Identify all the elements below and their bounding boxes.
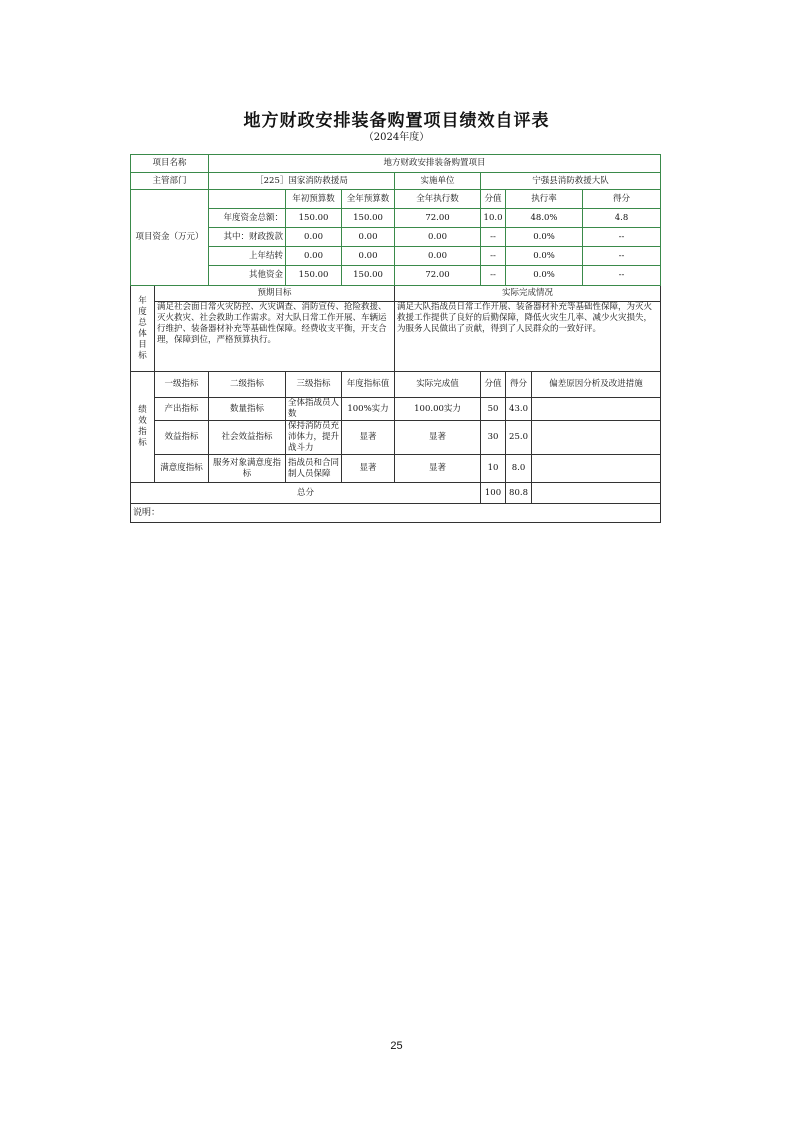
funds-cell: -- [583,247,661,266]
indicator-target: 显著 [342,455,395,483]
total-score: 100 [481,483,506,504]
impl-unit-label: 实施单位 [395,173,481,190]
funds-row-label: 年度资金总额： [209,209,286,228]
actual-result-header: 实际完成情况 [395,286,661,302]
funds-row [131,228,661,247]
funds-header: 执行率 [506,190,583,209]
indicator-target: 显著 [342,421,395,455]
funds-cell: 72.00 [395,209,481,228]
form-title: 地方财政安排装备购置项目绩效自评表 [243,111,550,131]
goals-content-row [131,302,661,372]
funds-cell: 150.00 [286,266,342,286]
funds-row [131,209,661,228]
indicator-header: 三级指标 [286,372,342,398]
actual-result-text: 满足大队指战员日常工作开展、装备器材补充等基础性保障，为灭火救援工作提供了良好的后勤保障，降低火灾生几率、减少火灾损失，为服务人民做出了贡献，得到了人民群众的一致好评。 [395,302,661,372]
indicator-header: 偏差原因分析及改进措施 [532,372,661,398]
goals-header-row [131,286,661,302]
evaluation-table [130,154,661,523]
funds-header: 全年预算数 [342,190,395,209]
project-name-label: 项目名称 [131,155,209,173]
funds-header: 分值 [481,190,506,209]
indicator-header: 二级指标 [209,372,286,398]
funds-cell: 0.00 [342,247,395,266]
total-note [532,483,661,504]
funds-cell: 48.0% [506,209,583,228]
funds-cell: -- [481,266,506,286]
note-label: 说明： [131,504,661,523]
indicator-header-row [131,372,661,398]
annual-goal-label: 年度总体目标 [131,286,155,372]
funds-label: 项目资金（万元） [131,190,209,286]
funds-cell: -- [583,228,661,247]
indicator-row [131,421,661,455]
funds-cell: 0.0% [506,266,583,286]
funds-cell: 4.8 [583,209,661,228]
funds-cell: -- [583,266,661,286]
indicator-target: 100%实力 [342,398,395,421]
indicator-header: 得分 [506,372,532,398]
project-name-row [131,155,661,173]
indicator-header: 分值 [481,372,506,398]
indicator-actual: 100.00实力 [395,398,481,421]
funds-header: 全年执行数 [395,190,481,209]
form-year: （2024年度） [363,132,430,143]
indicator-actual: 显著 [395,455,481,483]
total-got: 80.8 [506,483,532,504]
funds-blank-header [209,190,286,209]
funds-cell: 150.00 [286,209,342,228]
funds-row-label: 上年结转 [209,247,286,266]
funds-row-label: 其中：财政拨款 [209,228,286,247]
dept-value: ［225］国家消防救援局 [209,173,395,190]
funds-cell: 10.0 [481,209,506,228]
indicator-actual: 显著 [395,421,481,455]
funds-row [131,247,661,266]
indicator-score: 50 [481,398,506,421]
department-row [131,173,661,190]
page-number: 25 [390,1040,403,1052]
indicator-label: 绩效指标 [131,372,155,483]
indicator-score: 30 [481,421,506,455]
total-row [131,483,661,504]
project-name-value: 地方财政安排装备购置项目 [209,155,661,173]
indicator-l1: 效益指标 [155,421,209,455]
funds-cell: 0.00 [342,228,395,247]
indicator-note [532,455,661,483]
indicator-l3: 指战员和合同制人员保障 [286,455,342,483]
expected-goal-header: 预期目标 [155,286,395,302]
funds-header-row [131,190,661,209]
funds-cell: 150.00 [342,266,395,286]
funds-cell: 0.0% [506,228,583,247]
indicator-row [131,455,661,483]
funds-cell: -- [481,247,506,266]
indicator-note [532,398,661,421]
indicator-got: 25.0 [506,421,532,455]
indicator-row [131,398,661,421]
funds-cell: 150.00 [342,209,395,228]
impl-unit-value: 宁强县消防救援大队 [481,173,661,190]
indicator-got: 8.0 [506,455,532,483]
indicator-l1: 满意度指标 [155,455,209,483]
funds-cell: 0.00 [286,228,342,247]
funds-row-label: 其他资金 [209,266,286,286]
funds-header: 年初预算数 [286,190,342,209]
funds-cell: 72.00 [395,266,481,286]
indicator-header: 实际完成值 [395,372,481,398]
indicator-l2: 服务对象满意度指标 [209,455,286,483]
indicator-score: 10 [481,455,506,483]
indicator-l3: 全体指战员人数 [286,398,342,421]
indicator-header: 一级指标 [155,372,209,398]
funds-cell: 0.0% [506,247,583,266]
indicator-got: 43.0 [506,398,532,421]
indicator-l2: 数量指标 [209,398,286,421]
dept-label: 主管部门 [131,173,209,190]
funds-cell: 0.00 [286,247,342,266]
funds-row [131,266,661,286]
indicator-l1: 产出指标 [155,398,209,421]
indicator-l3: 保持消防员充沛体力，提升战斗力 [286,421,342,455]
indicator-header: 年度指标值 [342,372,395,398]
expected-goal-text: 满足社会面日常火灾防控、火灾调查、消防宣传、抢险救援、灭火救灾、社会救助工作需求。对大队日常工作开展、车辆运行维护、装备器材补充等基础性保障。经费收支平衡，开支合理，保障到位，严格预算执行。 [155,302,395,372]
indicator-note [532,421,661,455]
funds-cell: 0.00 [395,247,481,266]
total-label: 总分 [131,483,481,504]
funds-cell: 0.00 [395,228,481,247]
funds-header: 得分 [583,190,661,209]
funds-cell: -- [481,228,506,247]
note-row [131,504,661,523]
indicator-l2: 社会效益指标 [209,421,286,455]
